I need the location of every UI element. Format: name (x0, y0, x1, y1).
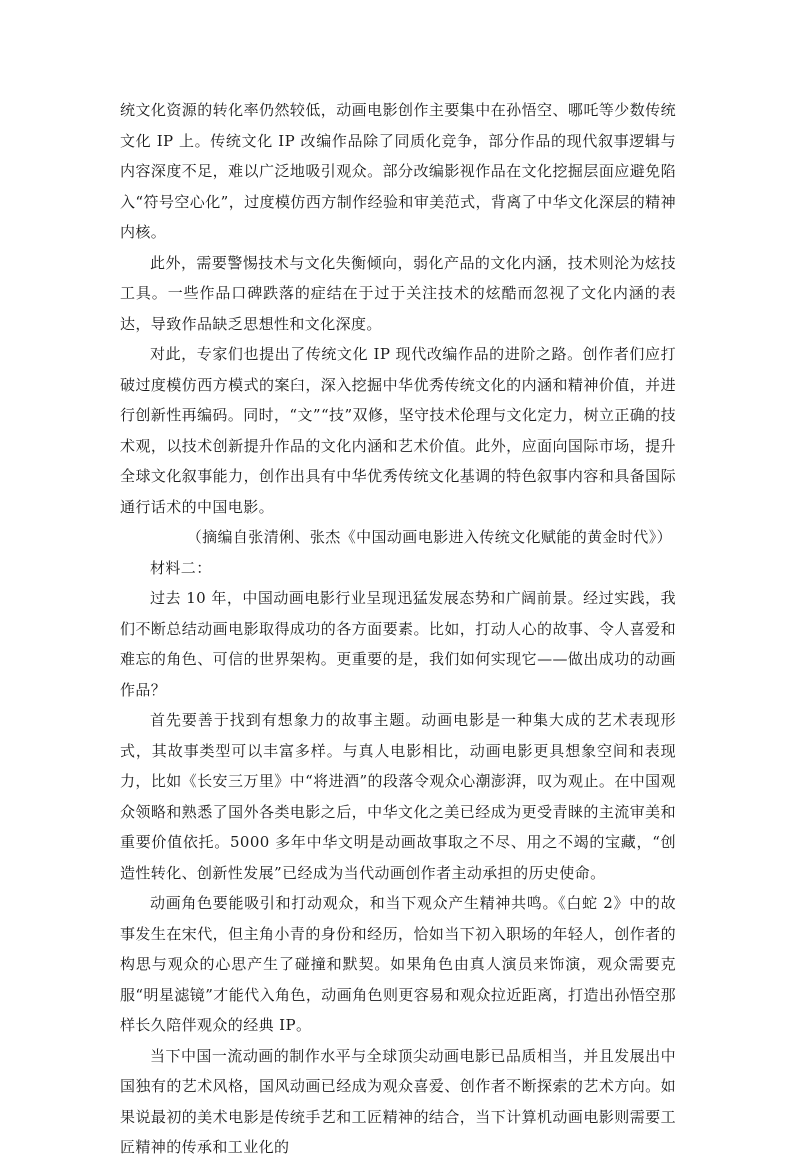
paragraph: 此外，需要警惕技术与文化失衡倾向，弱化产品的文化内涵，技术则沦为炫技工具。一些作品口碑跌落的症结在于过于关注技术的炫酷而忽视了文化内涵的表达，导致作品缺乏思想性和文化深度。 (120, 253, 676, 333)
paragraph: 动画角色要能吸引和打动观众，和当下观众产生精神共鸣。《白蛇 2》中的故事发生在宋代，但主角小青的身份和经历，恰如当下初入职场的年轻人，创作者的构思与观众的心思产生了碰撞和默契。如果角色由真人演员来饰演，观众需要克服“明星滤镜”才能代入角色，动画角色则更容易和观众拉近距离，打造出孙悟空那样长久陪伴观众的经典 IP。 (120, 894, 676, 1034)
paragraph: 过去 10 年，中国动画电影行业呈现迅猛发展态势和广阔前景。经过实践，我们不断总结动画电影取得成功的各方面要素。比如，打动人心的故事、令人喜爱和难忘的角色、可信的世界架构。更重要的是，我们如何实现它——做出成功的动画作品？ (120, 589, 676, 699)
paragraph: 当下中国一流动画的制作水平与全球顶尖动画电影已品质相当，并且发展出中国独有的艺术风格，国风动画已经成为观众喜爱、创作者不断探索的艺术方向。如果说最初的美术电影是传统手艺和工匠精神的结合，当下计算机动画电影则需要工匠精神的传承和工业化的 (120, 1046, 676, 1156)
paragraph: 统文化资源的转化率仍然较低，动画电影创作主要集中在孙悟空、哪吒等少数传统文化 IP 上。传统文化 IP 改编作品除了同质化竞争，部分作品的现代叙事逻辑与内容深度不足，难以广泛地吸引观众。部分改编影视作品在文化挖掘层面应避免陷入“符号空心化”，过度模仿西方制作经验和审美范式，背离了中华文化深层的精神内核。 (120, 101, 676, 241)
paragraph: 对此，专家们也提出了传统文化 IP 现代改编作品的进阶之路。创作者们应打破过度模仿西方模式的案臼，深入挖掘中华优秀传统文化的内涵和精神价值，并进行创新性再编码。同时，“文”“技”双修，坚守技术伦理与文化定力，树立正确的技术观，以技术创新提升作品的文化内涵和艺术价值。此外，应面向国际市场，提升全球文化叙事能力，创作出具有中华优秀传统文化基调的特色叙事内容和具备国际通行话术的中国电影。 (120, 345, 676, 516)
section-heading: 材料二： (150, 558, 212, 577)
source-citation: （摘编自张清俐、张杰《中国动画电影进入传统文化赋能的黄金时代》） (186, 528, 672, 546)
document-body (120, 95, 676, 1163)
paragraph: 首先要善于找到有想象力的故事主题。动画电影是一种集大成的艺术表现形式，其故事类型可以丰富多样。与真人电影相比，动画电影更具想象空间和表现力，比如《长安三万里》中“将进酒”的段落令观众心潮澎湃，叹为观止。在中国观众领略和熟悉了国外各类电影之后，中华文化之美已经成为更受青睐的主流审美和重要价值依托。5000 多年中华文明是动画故事取之不尽、用之不竭的宝藏，“创造性转化、创新性发展”已经成为当代动画创作者主动承担的历史使命。 (120, 711, 676, 882)
